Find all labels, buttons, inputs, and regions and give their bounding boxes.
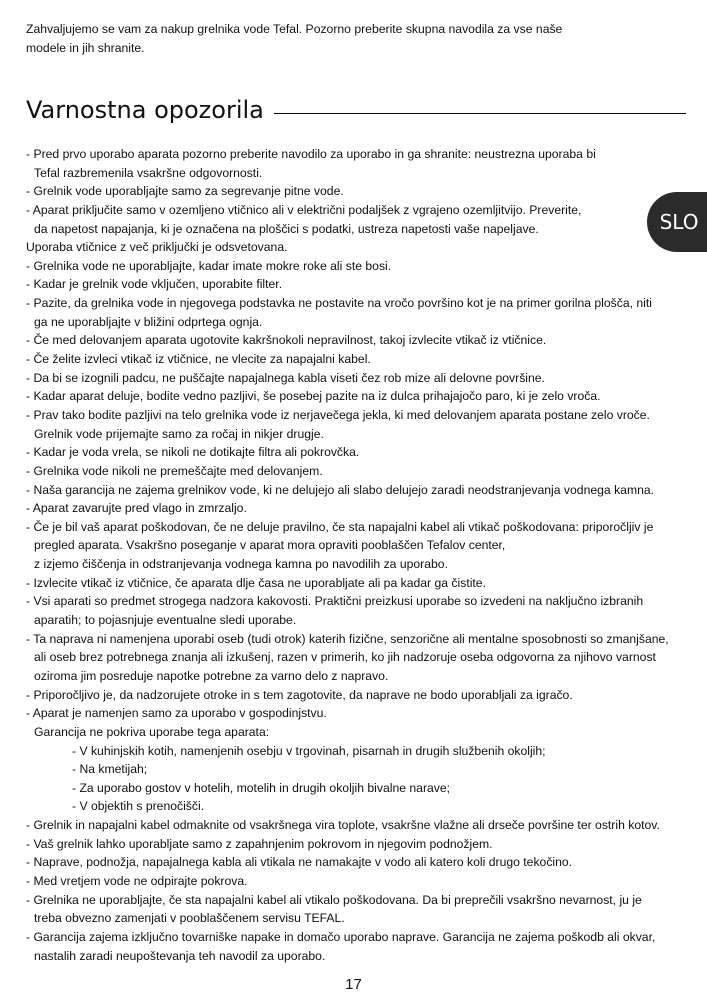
warning-line: Grelnik vode prijemajte samo za ročaj in nikjer drugje. [34,426,324,441]
warning-line: - Kadar je voda vrela, se nikoli ne dotikajte filtra ali pokrovčka. [26,445,360,460]
warning-line: nastalih zaradi neupoštevanja teh navodil za uporabo. [34,948,326,963]
warning-line: - Grelnika vode ne uporabljajte, kadar imate mokre roke ali ste bosi. [26,258,392,273]
warning-line: - Za uporabo gostov v hotelih, motelih in drugih okoljih bivalne narave; [72,780,451,795]
intro-line: Zahvaljujemo se vam za nakup grelnika vode Tefal. Pozorno preberite skupna navodila za vse naše [26,22,563,36]
intro-line: modele in jih shranite. [26,41,145,55]
warning-line: Garancija ne pokriva uporabe tega aparata: [34,724,270,739]
warning-line: - Na kmetijah; [72,762,148,777]
warning-line: - Naša garancija ne zajema grelnikov vode, ki ne delujejo ali slabo delujejo zaradi neodstranjevanja vodnega kamna. [26,482,655,497]
warning-line: pregled aparata. Vsakršno poseganje v aparat mora opraviti pooblaščen Tefalov center, [34,538,506,553]
warning-line: - V objektih s prenočišči. [72,799,205,814]
warning-line: - Med vretjem vode ne odpirajte pokrova. [26,873,248,888]
warning-line: treba obvezno zamenjati v pooblaščenem servisu TEFAL. [34,911,345,926]
intro-paragraph [26,20,626,58]
warning-line: Tefal razbremenila vsakršne odgovornosti. [34,165,263,180]
warning-line: - Ta naprava ni namenjena uporabi oseb (tudi otrok) katerih fizične, senzorične ali mentalne sposobnosti so zmanjšane, [26,631,669,646]
warning-line: - Grelnika ne uporabljajte, če sta napajalni kabel ali vtikalo poškodovana. Da bi preprečili vsakršno nevarnost, ju je [26,892,642,907]
section-heading: Varnostna opozorila [26,96,264,124]
warning-line: - Grelnik in napajalni kabel odmaknite od vsakršnega vira toplote, vsakršne vlažne ali drseče površine ter ostrih kotov. [26,818,660,833]
warning-line: - Aparat priključite samo v ozemljeno vtičnico ali v električni podaljšek z vgrajeno ozemljitvijo. Preverite, [26,202,582,217]
warning-line: - Pazite, da grelnika vode in njegovega podstavka ne postavite na vročo površino kot je na primer gorilna plošča, niti [26,296,652,311]
warning-line: - Prav tako bodite pazljivi na telo grelnika vode iz nerjavečega jekla, ki med delovanjem aparata postane zelo vroče. [26,407,650,422]
warning-line: ali oseb brez potrebnega znanja ali izkušenj, razen v primerih, ko jih nadzoruje oseba odgovorna za njihovo varnost [34,650,656,665]
warning-line: - Priporočljivo je, da nadzorujete otroke in s tem zagotovite, da naprave ne bodo uporabljali za igračo. [26,687,573,702]
warning-line: ga ne uporabljajte v bližini odprtega ognja. [34,314,263,329]
warning-line: - Izvlecite vtikač iz vtičnice, če aparata dlje časa ne uporabljate ali pa kadar ga čistite. [26,575,486,590]
warning-line: - Vaš grelnik lahko uporabljate samo z zapahnjenim pokrovom in njegovim podnožjem. [26,836,493,851]
warning-line: - Kadar je grelnik vode vključen, uporabite filter. [26,277,283,292]
warning-line: da napetost napajanja, ki je označena na ploščici s podatki, ustreza napetosti vaše napeljave. [34,221,539,236]
warning-line: - Če med delovanjem aparata ugotovite kakršnokoli nepravilnost, takoj izvlecite vtikač iz vtičnice. [26,333,547,348]
warning-line: - Pred prvo uporabo aparata pozorno preberite navodilo za uporabo in ga shranite: neustrezna uporaba bi [26,147,596,161]
heading-rule [274,113,686,114]
page-number: 17 [345,976,362,993]
warning-line: oziroma jim posreduje napotke potrebne za varno delo z napravo. [34,668,389,683]
warning-line: - Naprave, podnožja, napajalnega kabla ali vtikala ne namakajte v vodo ali katero koli drugo tekočino. [26,855,573,870]
warning-line: - Aparat zavarujte pred vlago in zmrzaljo. [26,501,247,516]
warning-line: - Grelnik vode uporabljajte samo za segrevanje pitne vode. [26,184,344,199]
warning-line: - Aparat je namenjen samo za uporabo v gospodinjstvu. [26,706,327,721]
warning-line: - Vsi aparati so predmet strogega nadzora kakovosti. Praktični preizkusi uporabe so izvedeni na naključno izbranih [26,594,644,609]
warning-line: aparatih; to pojasnjuje eventualne sledi uporabe. [34,613,297,628]
warning-line: - Če želite izvleci vtikač iz vtičnice, ne vlecite za napajalni kabel. [26,352,371,367]
section-heading-row [26,90,686,130]
safety-warnings-list [26,145,696,965]
warning-line: Uporaba vtičnice z več priključki je odsvetovana. [26,240,288,255]
language-tab: SLO [647,192,707,252]
warning-line: - Če je bil vaš aparat poškodovan, če ne deluje pravilno, če sta napajalni kabel ali vtikač poškodovana: priporočljiv je [26,519,654,534]
warning-line: - V kuhinjskih kotih, namenjenih osebju v trgovinah, pisarnah in drugih službenih okoljih; [72,743,546,758]
warning-line: z izjemo čiščenja in odstranjevanja vodnega kamna po navodilih za uporabo. [34,557,448,572]
warning-line: - Grelnika vode nikoli ne premeščajte med delovanjem. [26,463,323,478]
warning-line: - Garancija zajema izključno tovarniške napake in domačo uporabo naprave. Garancija ne zajema poškodb ali okvar, [26,929,656,944]
warning-line: - Kadar aparat deluje, bodite vedno pazljivi, še posebej pazite na iz dulca prihajajočo paro, ki je zelo vroča. [26,389,601,404]
warning-line: - Da bi se izognili padcu, ne puščajte napajalnega kabla viseti čez rob mize ali delovne površine. [26,370,545,385]
